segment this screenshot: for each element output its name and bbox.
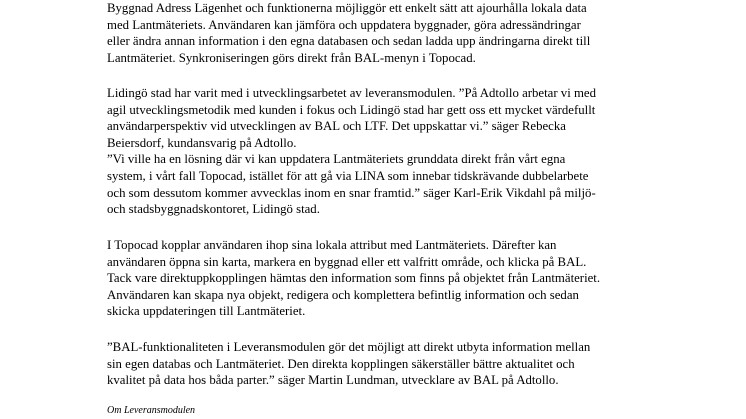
text-line: ”BAL-funktionaliteten i Leveransmodulen gör det möjligt att direkt utbyta information mellan [107, 340, 591, 354]
text-line: I Topocad kopplar användaren ihop sina lokala attribut med Lantmäteriets. Därefter kan [107, 238, 557, 252]
text-line: kvalitet på data hos båda parter.” säger Martin Lundman, utvecklare av BAL på Adtollo. [107, 373, 559, 388]
text-line: och stadsbyggnadskontoret, Lidingö stad. [107, 202, 320, 217]
text-line: skicka uppdateringen till Lantmäteriet. [107, 304, 306, 319]
text-line: Tack vare direktuppkopplingen hämtas den information som finns på objektet från Lantmäteriet. [107, 271, 601, 286]
text-line: med Lantmäteriets. Användaren kan jämföra och uppdatera byggnader, göra adressändringar [107, 17, 581, 32]
paragraph-quote-lundman [107, 339, 667, 389]
text-line: ”Vi ville ha en lösning där vi kan uppdatera Lantmäteriets grunddata direkt från vårt egna [107, 152, 566, 167]
paragraph-lidingo [107, 85, 667, 218]
text-line: Användaren kan skapa nya objekt, redigera och komplettera befintlig information och sedan [107, 287, 579, 302]
paragraph-topocad [107, 237, 667, 320]
paragraph-bal-intro [107, 0, 667, 66]
text-line: system, i vårt fall Topocad, istället för att gå via LINA som innebar tidskrävande dubbelarbete [107, 168, 589, 183]
text-line: och som dessutom kommer avvecklas inom en snar framtid.” säger Karl-Erik Vikdahl på miljö- [107, 185, 596, 200]
text-line: användarperspektiv vid utvecklingen av BAL och LTF. Det uppskattar vi.” säger Rebecka [107, 119, 566, 134]
text-line: användaren öppna sin karta, markera en byggnad eller ett valfritt område, och klicka på BAL. [107, 254, 587, 269]
text-line: Lantmäteriet. Synkroniseringen görs direkt från BAL-menyn i Topocad. [107, 50, 476, 65]
text-line: agil utvecklingsmetodik med kunden i fokus och Lidingö stad har gett oss ett mycket värdefullt [107, 102, 596, 117]
text-line: Beiersdorf, kundansvarig på Adtollo. [107, 135, 297, 150]
text-line: Byggnad Adress Lägenhet och funktionerna möjliggör ett enkelt sätt att ajourhålla lokala data [107, 1, 587, 15]
text-line: eller ändra annan information i den egna databasen och sedan ladda upp ändringarna direkt till [107, 34, 591, 49]
section-heading: Om Leveransmodulen [107, 405, 196, 416]
text-line: Lidingö stad har varit med i utvecklingsarbetet av leveransmodulen. ”På Adtollo arbetar vi med [107, 86, 596, 100]
text-line: sin egen databas och Lantmäteriet. Den direkta kopplingen säkerställer bättre aktualitet och [107, 356, 575, 371]
